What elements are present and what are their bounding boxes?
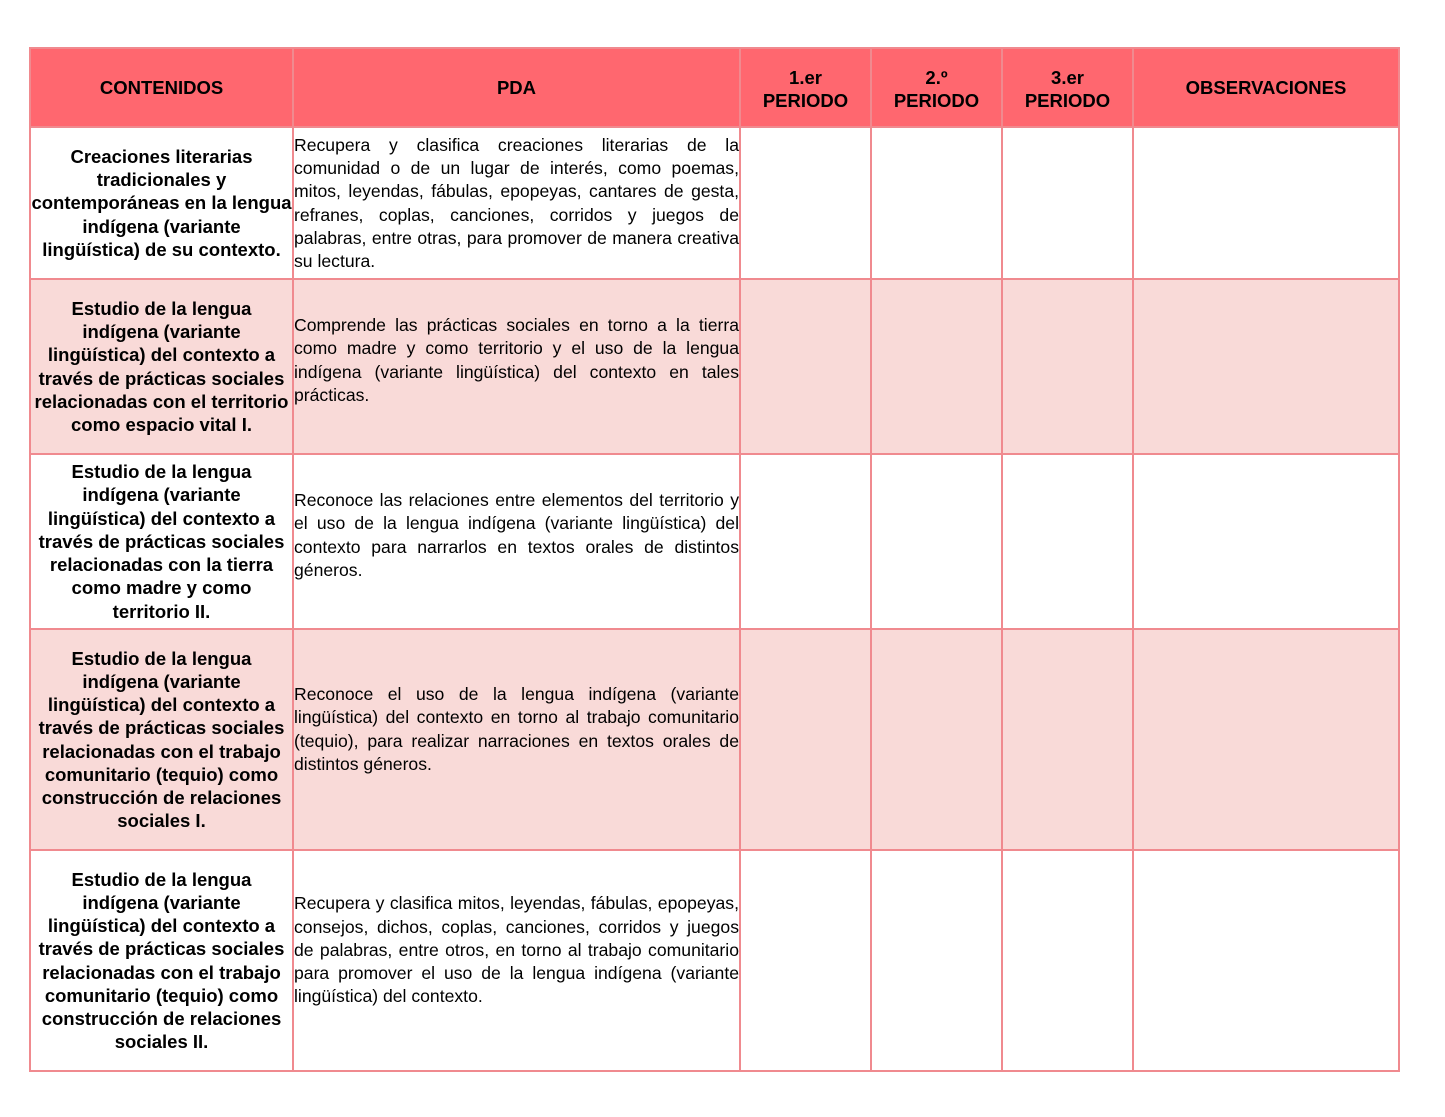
pda-cell: Reconoce el uso de la lengua indígena (variante lingüística) del contexto en torno al trabajo comunitario (tequio), para realizar narraciones en textos orales de distintos géneros. [293, 629, 740, 850]
periodo-3-cell[interactable] [1002, 454, 1133, 629]
observaciones-cell[interactable] [1133, 454, 1399, 629]
header-periodo-1-label: PERIODO [762, 89, 849, 111]
planning-table [29, 47, 1400, 1072]
observaciones-cell[interactable] [1133, 127, 1399, 279]
header-periodo-2-label: PERIODO [893, 89, 980, 111]
header-observaciones-label: OBSERVACIONES [1185, 77, 1347, 98]
periodo-3-cell[interactable] [1002, 279, 1133, 454]
header-periodo-3-number: 3.er [1051, 66, 1084, 88]
header-observaciones [1133, 48, 1399, 127]
contenido-cell: Estudio de la lengua indígena (variante lingüística) del contexto a través de prácticas sociales relacionadas con el territorio como espacio vital I. [30, 279, 293, 454]
periodo-3-cell[interactable] [1002, 127, 1133, 279]
table-row [30, 850, 1399, 1071]
periodo-3-cell[interactable] [1002, 850, 1133, 1071]
periodo-1-cell[interactable] [740, 629, 871, 850]
periodo-1-cell[interactable] [740, 279, 871, 454]
table-row [30, 127, 1399, 279]
header-pda-label: PDA [496, 77, 537, 98]
periodo-2-cell[interactable] [871, 629, 1002, 850]
table-row [30, 279, 1399, 454]
header-periodo-2 [871, 48, 1002, 127]
observaciones-cell[interactable] [1133, 279, 1399, 454]
header-periodo-3 [1002, 48, 1133, 127]
table-row [30, 629, 1399, 850]
header-periodo-1-number: 1.er [789, 66, 822, 88]
periodo-2-cell[interactable] [871, 850, 1002, 1071]
header-periodo-3-label: PERIODO [1024, 89, 1111, 111]
header-periodo-2-number: 2.º [925, 66, 948, 88]
contenido-cell: Estudio de la lengua indígena (variante lingüística) del contexto a través de prácticas sociales relacionadas con el trabajo comunitario (tequio) como construcción de relaciones sociales II. [30, 850, 293, 1071]
contenido-cell: Estudio de la lengua indígena (variante lingüística) del contexto a través de prácticas sociales relacionadas con la tierra como madre y como territorio II. [30, 454, 293, 629]
periodo-2-cell[interactable] [871, 127, 1002, 279]
header-contenidos-label: CONTENIDOS [99, 77, 224, 98]
pda-cell: Recupera y clasifica mitos, leyendas, fábulas, epopeyas, consejos, dichos, coplas, canciones, corridos y juegos de palabras, entre otros, en torno al trabajo comunitario para promover el uso de la lengua indígena (variante lingüística) del contexto. [293, 850, 740, 1071]
header-pda [293, 48, 740, 127]
contenido-cell: Estudio de la lengua indígena (variante lingüística) del contexto a través de prácticas sociales relacionadas con el trabajo comunitario (tequio) como construcción de relaciones sociales I. [30, 629, 293, 850]
periodo-2-cell[interactable] [871, 454, 1002, 629]
header-contenidos [30, 48, 293, 127]
periodo-1-cell[interactable] [740, 850, 871, 1071]
table-row [30, 454, 1399, 629]
pda-cell: Reconoce las relaciones entre elementos del territorio y el uso de la lengua indígena (variante lingüística) del contexto para narrarlos en textos orales de distintos géneros. [293, 454, 740, 629]
observaciones-cell[interactable] [1133, 629, 1399, 850]
contenido-cell: Creaciones literarias tradicionales y contemporáneas en la lengua indígena (variante lingüística) de su contexto. [30, 127, 293, 279]
table-header-row [30, 48, 1399, 127]
periodo-3-cell[interactable] [1002, 629, 1133, 850]
pda-cell: Comprende las prácticas sociales en torno a la tierra como madre y como territorio y el uso de la lengua indígena (variante lingüística) del contexto en tales prácticas. [293, 279, 740, 454]
header-periodo-1 [740, 48, 871, 127]
pda-cell: Recupera y clasifica creaciones literarias de la comunidad o de un lugar de interés, como poemas, mitos, leyendas, fábulas, epopeyas, cantares de gesta, refranes, coplas, canciones, corridos y juegos de palabras, entre otras, para promover de manera creativa su lectura. [293, 127, 740, 279]
periodo-1-cell[interactable] [740, 127, 871, 279]
periodo-2-cell[interactable] [871, 279, 1002, 454]
observaciones-cell[interactable] [1133, 850, 1399, 1071]
periodo-1-cell[interactable] [740, 454, 871, 629]
